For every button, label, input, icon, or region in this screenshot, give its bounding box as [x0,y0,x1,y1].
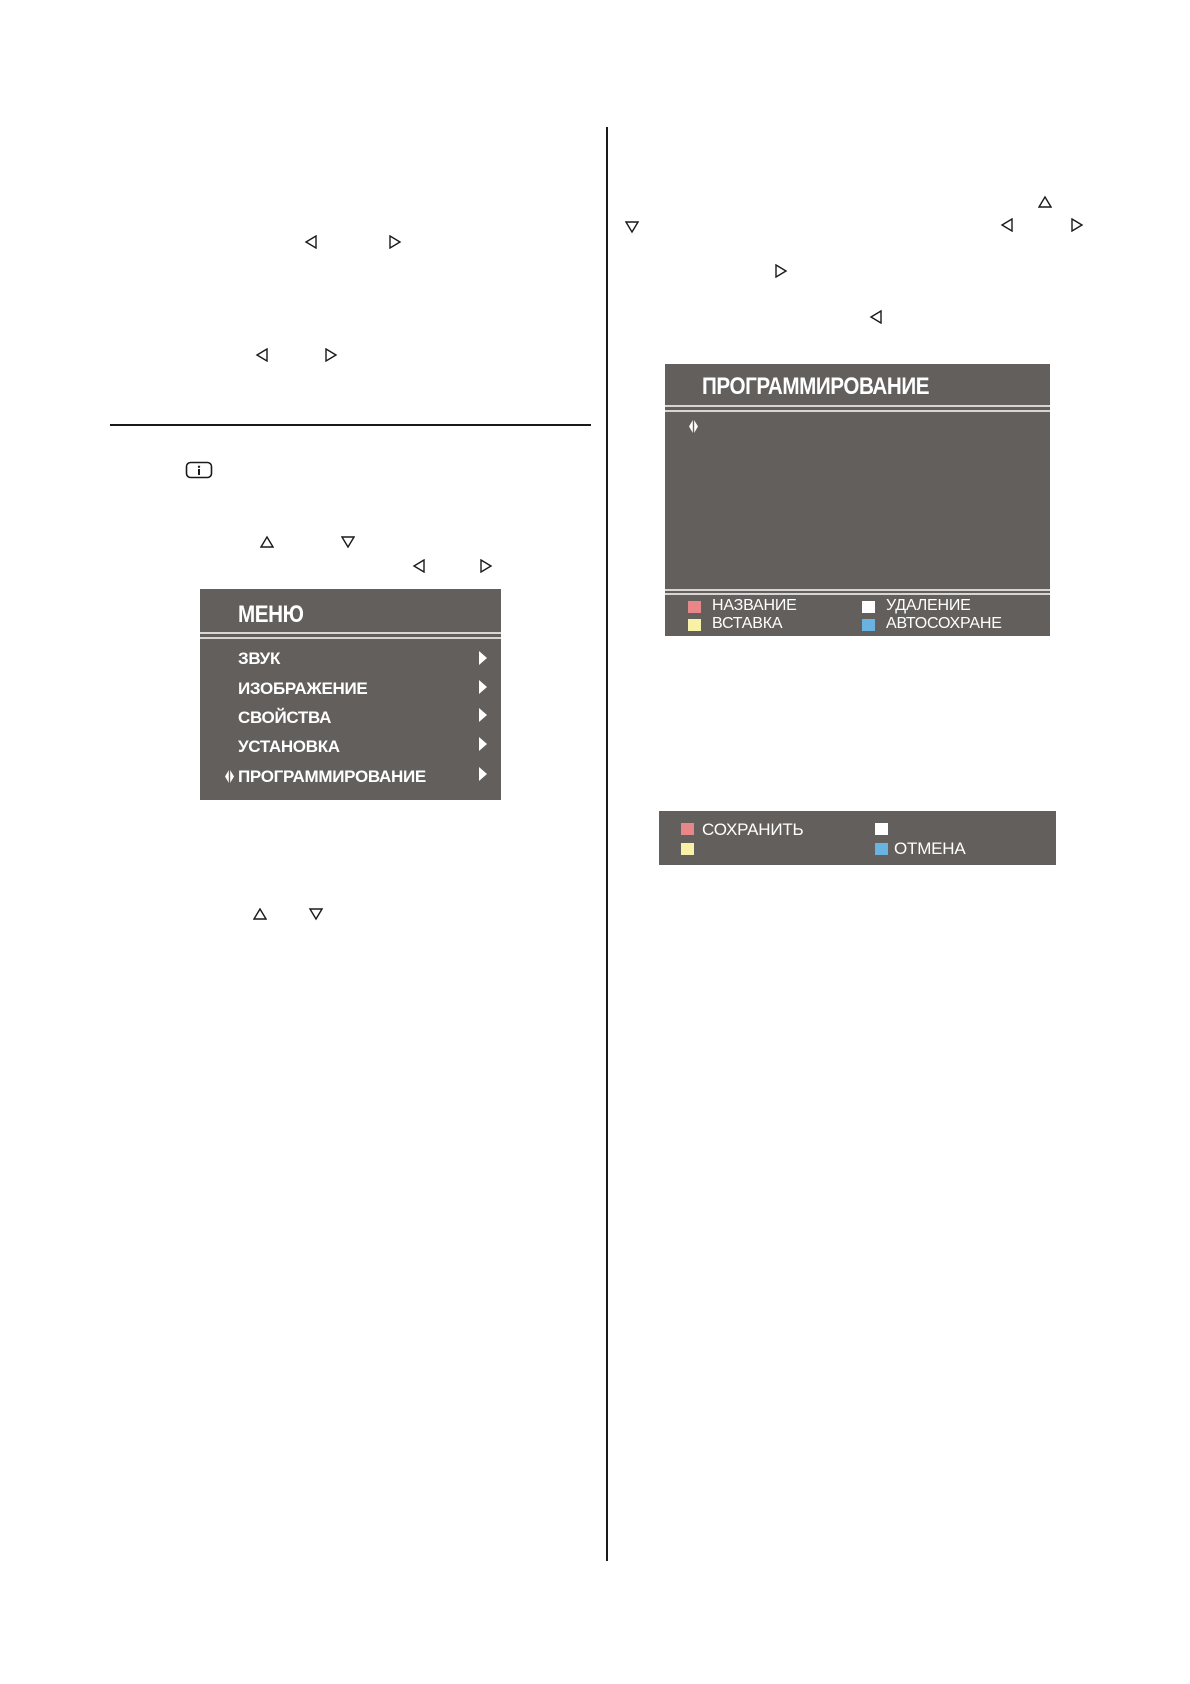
submenu-arrow-icon [479,680,487,694]
left-arrow-icon [869,310,883,324]
red-key-icon [681,823,694,835]
menu-separator [665,593,1050,595]
up-arrow-icon [260,535,274,549]
submenu-arrow-icon [479,708,487,722]
up-arrow-icon [1038,195,1052,209]
cancel-label: ОТМЕНА [894,839,966,858]
red-key-icon [688,601,701,613]
submenu-arrow-icon [479,651,487,665]
menu-item-features[interactable]: СВОЙСТВА [238,708,332,727]
cursor-pointer-icon [689,419,698,434]
section-divider [110,424,591,426]
programming-menu-panel [665,364,1050,636]
white-key-icon [862,601,875,613]
info-icon [185,461,213,479]
menu-separator [200,632,501,634]
save-label: СОХРАНИТЬ [702,820,804,839]
white-key-icon [875,823,888,835]
right-arrow-icon [774,264,788,278]
legend-name-label: НАЗВАНИЕ [712,597,797,614]
menu-separator [665,589,1050,591]
down-arrow-icon [309,907,323,921]
submenu-arrow-icon [479,737,487,751]
right-arrow-icon [388,235,402,249]
legend-insert-label: ВСТАВКА [712,615,783,632]
blue-key-icon [862,619,875,631]
menu-separator [200,637,501,639]
up-arrow-icon [253,907,267,921]
right-arrow-icon [1070,218,1084,232]
main-menu-panel [200,589,501,800]
column-divider [606,127,608,1561]
left-arrow-icon [1000,218,1014,232]
cursor-pointer-icon [225,769,234,784]
submenu-arrow-icon [479,767,487,781]
down-arrow-icon [625,220,639,234]
left-arrow-icon [255,348,269,362]
save-cancel-bar [659,811,1056,865]
blue-key-icon [875,843,888,855]
legend-autosave-label: АВТОСОХРАНЕ [886,615,1002,632]
menu-item-picture[interactable]: ИЗОБРАЖЕНИЕ [238,679,368,698]
menu-item-programming[interactable]: ПРОГРАММИРОВАНИЕ [238,767,426,786]
menu-separator [665,410,1050,412]
right-arrow-icon [479,559,493,573]
legend-delete-label: УДАЛЕНИЕ [886,597,971,614]
left-arrow-icon [412,559,426,573]
yellow-key-icon [681,843,694,855]
main-menu-title: МЕНЮ [238,601,304,628]
right-arrow-icon [324,348,338,362]
menu-separator [665,405,1050,407]
menu-item-sound[interactable]: ЗВУК [238,649,281,668]
yellow-key-icon [688,619,701,631]
left-arrow-icon [304,235,318,249]
programming-menu-title: ПРОГРАММИРОВАНИЕ [702,373,930,400]
menu-item-setup[interactable]: УСТАНОВКА [238,737,340,756]
down-arrow-icon [341,535,355,549]
